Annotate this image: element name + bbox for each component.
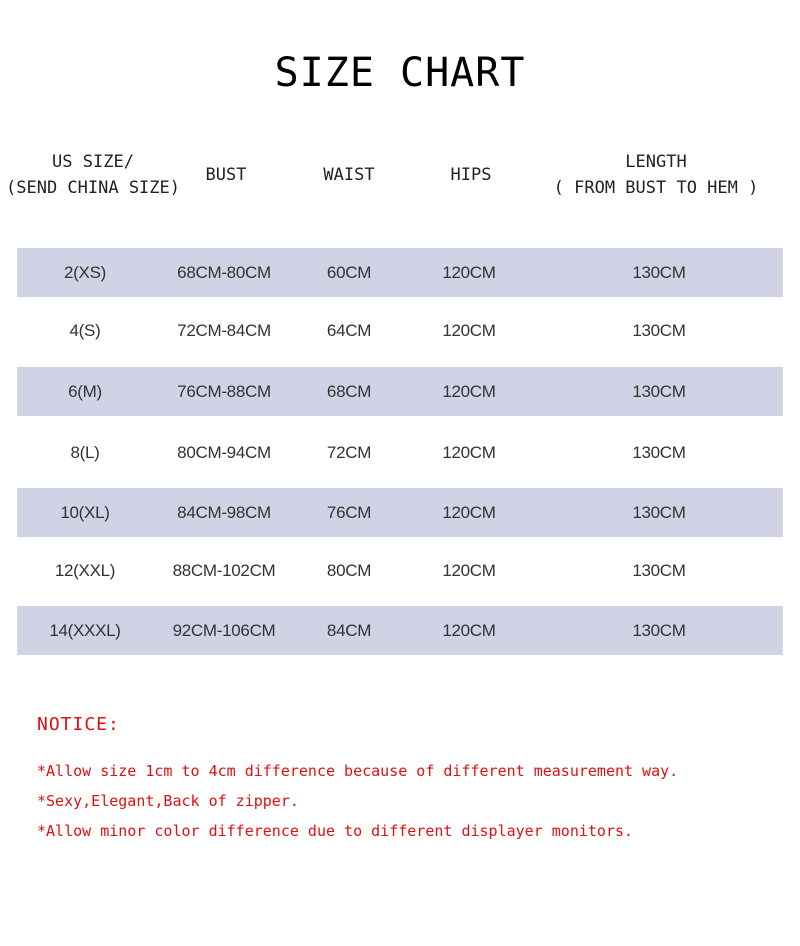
page-title: SIZE CHART <box>274 50 526 96</box>
notice-line: *Allow minor color difference due to different displayer monitors. <box>37 822 634 840</box>
cell-length: 130CM <box>632 442 686 462</box>
cell-bust: 76CM-88CM <box>177 381 271 401</box>
cell-length: 130CM <box>632 381 686 401</box>
cell-size: 14(XXXL) <box>49 620 121 640</box>
cell-size: 8(L) <box>70 442 100 462</box>
table-row <box>17 606 783 655</box>
header-length-line2: ( FROM BUST TO HEM ) <box>553 178 759 198</box>
cell-bust: 80CM-94CM <box>177 442 271 462</box>
cell-length: 130CM <box>632 502 686 522</box>
table-row <box>17 248 783 297</box>
cell-waist: 80CM <box>326 560 372 580</box>
cell-bust: 84CM-98CM <box>177 502 271 522</box>
cell-waist: 60CM <box>326 262 372 282</box>
cell-waist: 64CM <box>326 320 372 340</box>
cell-waist: 72CM <box>326 442 372 462</box>
header-bust-label: BUST <box>205 165 247 185</box>
header-size <box>0 140 186 210</box>
table-row <box>17 546 783 595</box>
cell-hips: 120CM <box>442 620 496 640</box>
cell-size: 4(S) <box>69 320 101 340</box>
cell-hips: 120CM <box>442 262 496 282</box>
cell-hips: 120CM <box>442 320 496 340</box>
cell-bust: 72CM-84CM <box>177 320 271 340</box>
header-bust <box>170 140 282 210</box>
cell-length: 130CM <box>632 560 686 580</box>
cell-length: 130CM <box>632 320 686 340</box>
cell-size: 10(XL) <box>60 502 110 522</box>
cell-waist: 68CM <box>326 381 372 401</box>
cell-bust: 92CM-106CM <box>172 620 276 640</box>
table-row <box>17 488 783 537</box>
cell-size: 2(XS) <box>64 262 106 282</box>
cell-bust: 88CM-102CM <box>172 560 276 580</box>
cell-waist: 76CM <box>326 502 372 522</box>
cell-length: 130CM <box>632 262 686 282</box>
notice-line: *Sexy,Elegant,Back of zipper. <box>37 792 299 810</box>
header-length <box>530 140 782 210</box>
cell-waist: 84CM <box>326 620 372 640</box>
cell-size: 12(XXL) <box>54 560 116 580</box>
table-row <box>17 428 783 477</box>
header-length-line1: LENGTH <box>625 152 687 172</box>
header-hips <box>414 140 528 210</box>
cell-hips: 120CM <box>442 502 496 522</box>
header-waist <box>292 140 406 210</box>
cell-hips: 120CM <box>442 560 496 580</box>
table-row <box>17 367 783 416</box>
cell-hips: 120CM <box>442 442 496 462</box>
header-size-line2: (SEND CHINA SIZE) <box>6 178 180 198</box>
cell-hips: 120CM <box>442 381 496 401</box>
cell-size: 6(M) <box>68 381 102 401</box>
notice-line: *Allow size 1cm to 4cm difference because of different measurement way. <box>37 762 679 780</box>
header-size-line1: US SIZE/ <box>52 152 134 172</box>
table-header <box>0 140 800 210</box>
notice-title: NOTICE: <box>37 714 120 735</box>
cell-bust: 68CM-80CM <box>177 262 271 282</box>
table-row <box>17 306 783 355</box>
header-hips-label: HIPS <box>450 165 492 185</box>
cell-length: 130CM <box>632 620 686 640</box>
header-waist-label: WAIST <box>323 165 375 185</box>
